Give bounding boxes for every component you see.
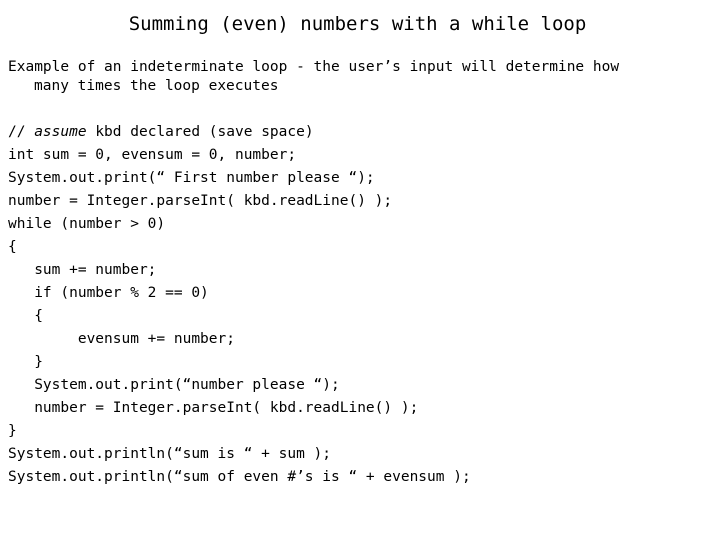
code-line: { xyxy=(8,308,43,324)
code-line: System.out.print(“number please “); xyxy=(8,377,340,393)
comment-assume-word: assume xyxy=(34,124,87,140)
code-line: { xyxy=(8,239,17,255)
comment-rest: kbd declared (save space) xyxy=(86,124,314,140)
code-line: evensum += number; xyxy=(8,331,235,347)
code-line: System.out.print(“ First number please “); xyxy=(8,170,375,186)
code-line: System.out.println(“sum is “ + sum ); xyxy=(8,446,332,462)
code-line: System.out.println(“sum of even #’s is “ + evensum ); xyxy=(8,469,471,485)
code-line: sum += number; xyxy=(8,262,157,278)
code-line: } xyxy=(8,354,43,370)
intro-line-2: many times the loop executes xyxy=(34,78,279,94)
code-line: } xyxy=(8,423,17,439)
code-line: number = Integer.parseInt( kbd.readLine() ); xyxy=(8,400,419,416)
code-block xyxy=(8,121,708,489)
code-line: while (number > 0) xyxy=(8,216,166,232)
code-comment-line xyxy=(8,121,708,144)
code-line: if (number % 2 == 0) xyxy=(8,285,209,301)
intro-text xyxy=(8,58,708,96)
slide-title: Summing (even) numbers with a while loop xyxy=(128,13,587,35)
comment-prefix: // xyxy=(8,124,35,140)
code-line: number = Integer.parseInt( kbd.readLine() ); xyxy=(8,193,393,209)
intro-line-1: Example of an indeterminate loop - the user’s input will determine how xyxy=(8,59,620,75)
code-line: int sum = 0, evensum = 0, number; xyxy=(8,147,297,163)
